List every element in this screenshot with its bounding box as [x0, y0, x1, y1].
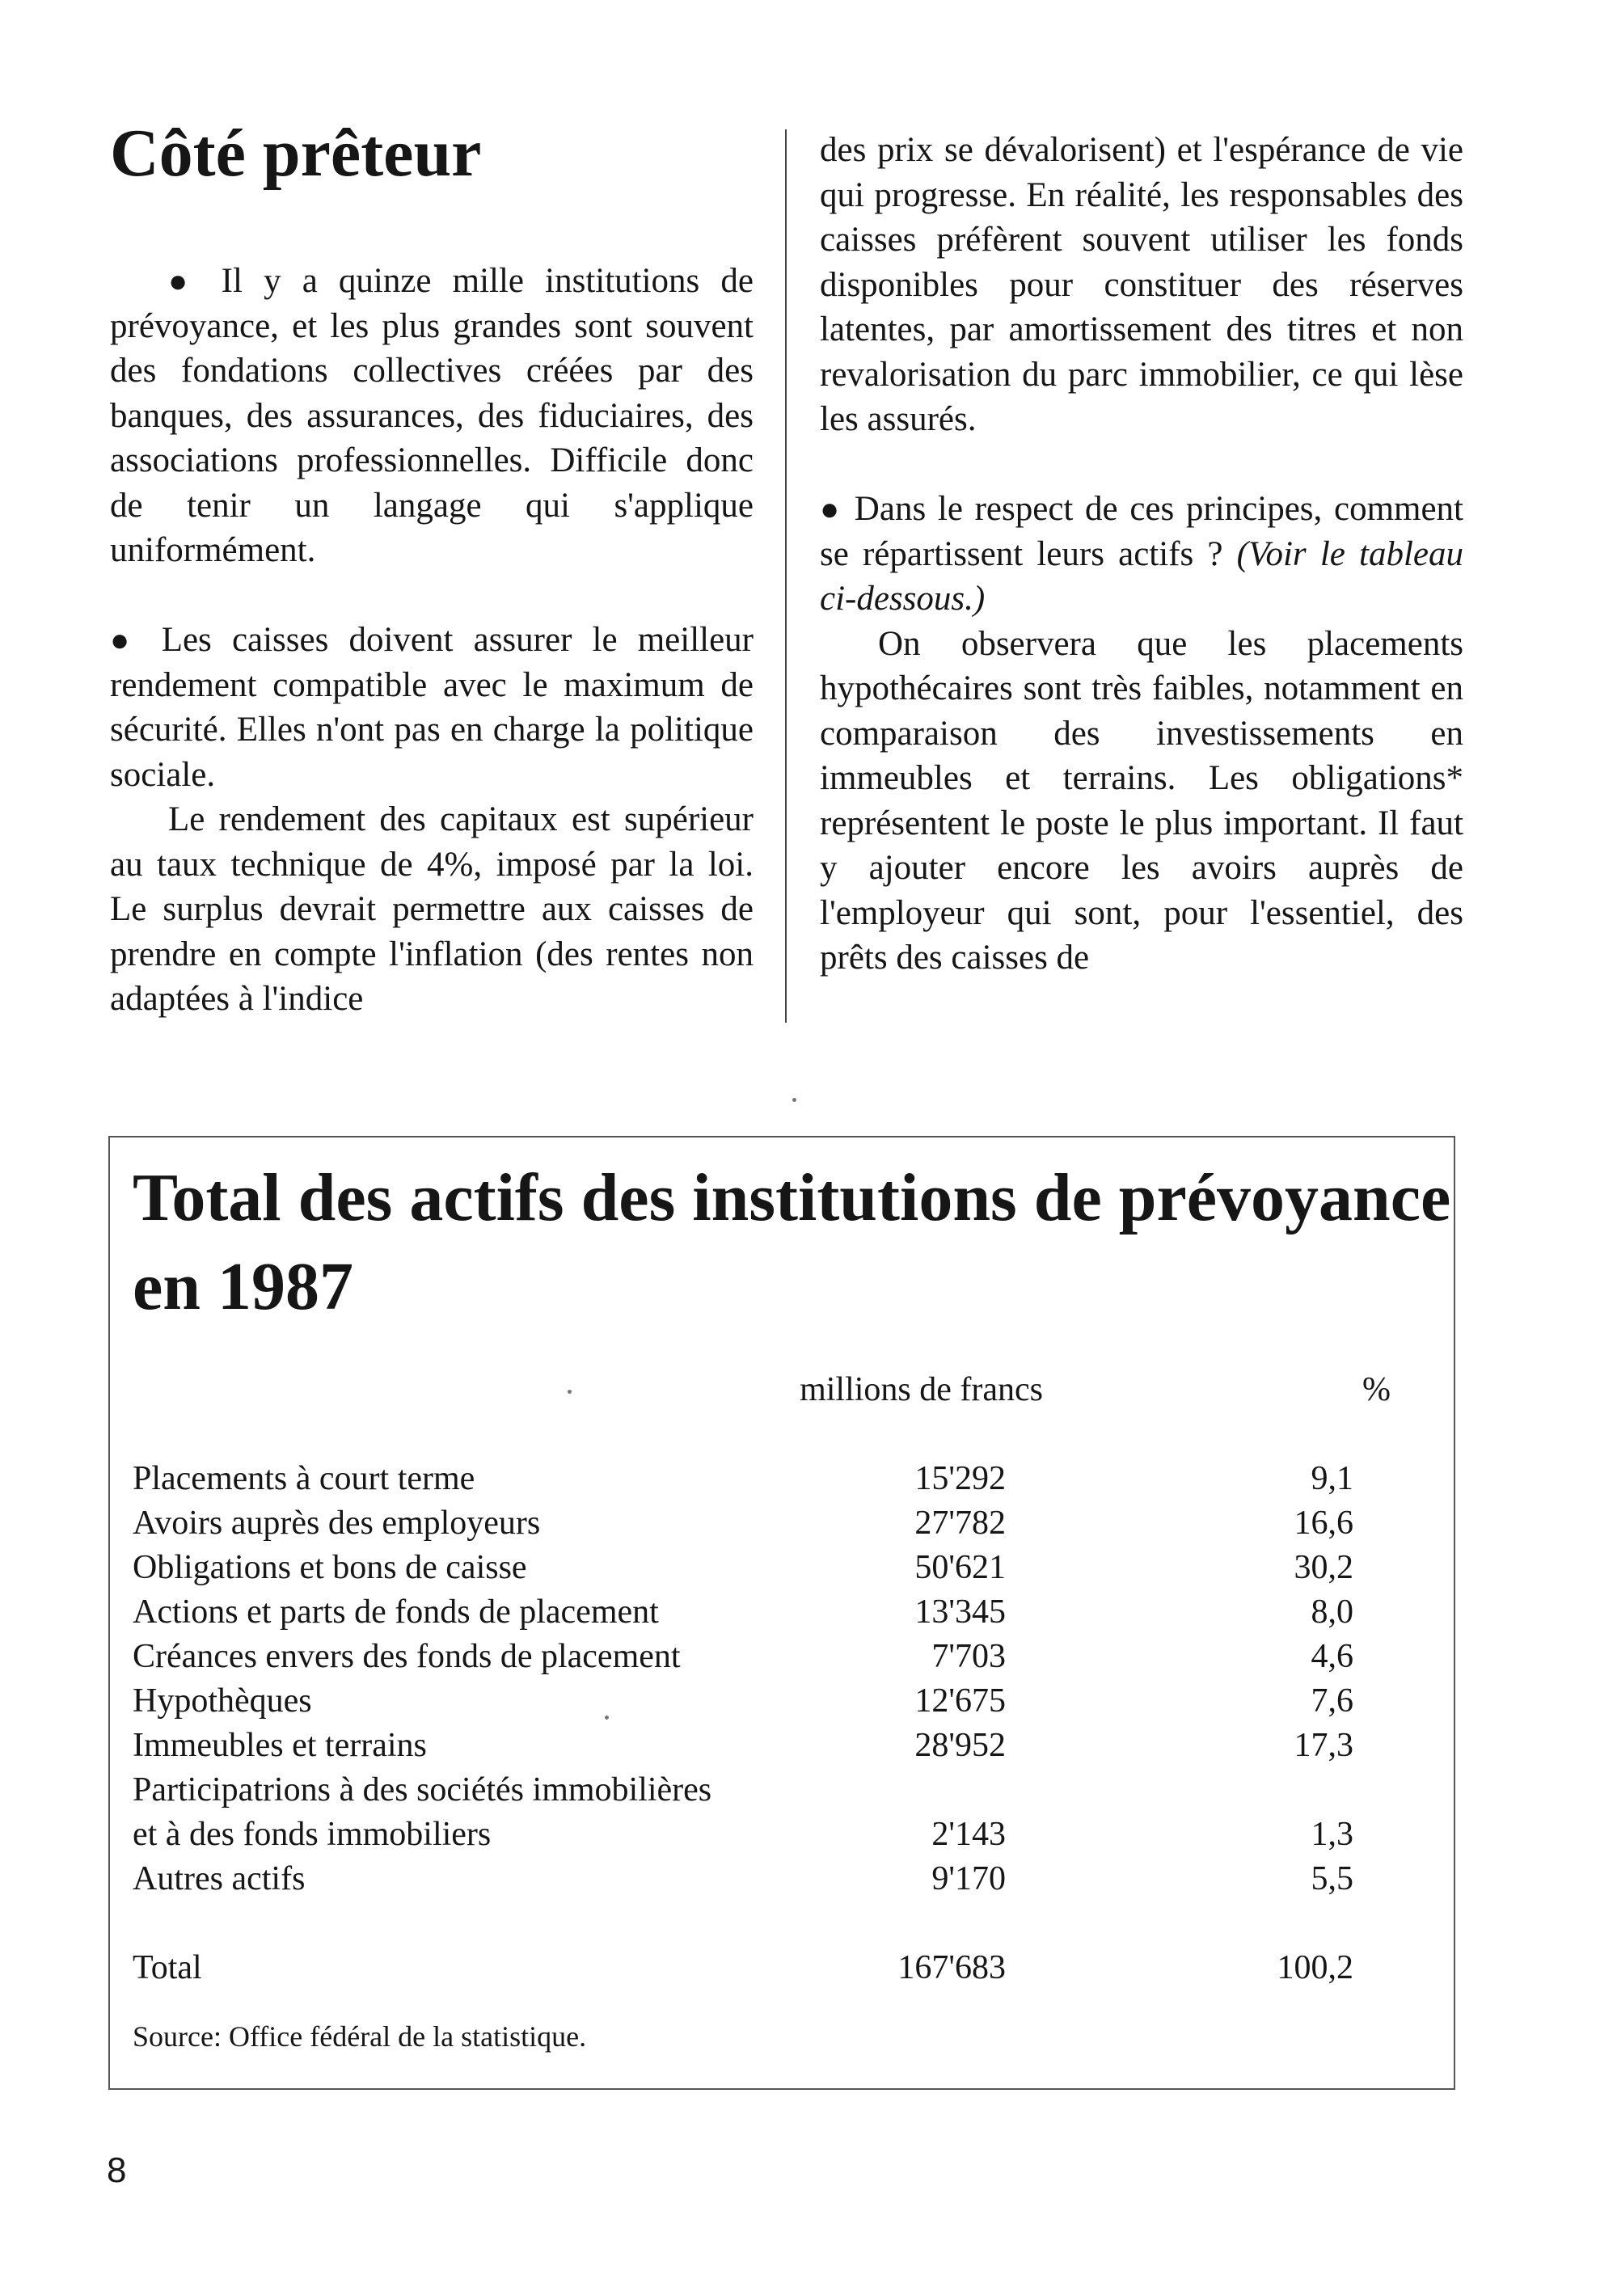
row-percent: 8,0 [1311, 1593, 1353, 1631]
total-label: Total [133, 1949, 202, 1986]
table-row [133, 1768, 1394, 1813]
paragraph-capitaux: Le rendement des capitaux est supérieur au taux technique de 4%, imposé par la loi. Le surplus devrait permettre aux caisses de prendre en compte l'inflation (des rentes non adaptées à l'indice [110, 800, 754, 1018]
row-amount: 12'675 [914, 1682, 1006, 1720]
row-label: Avoirs auprès des employeurs [133, 1505, 541, 1542]
row-label: Autres actifs [133, 1860, 306, 1897]
table-row [133, 1679, 1394, 1724]
row-amount: 2'143 [931, 1816, 1006, 1853]
table-reference: (Voir le tableau ci-dessous.) [820, 534, 1464, 618]
row-amount: 9'170 [931, 1860, 1006, 1897]
paragraph-text: Dans le respect de ces principes, comment se répartissent leurs actifs ? [820, 490, 1463, 573]
row-amount: 15'292 [914, 1460, 1006, 1497]
row-label: Participatrions à des sociétés immobilières [133, 1771, 712, 1809]
table-total-row [133, 1946, 1394, 1990]
table-row [133, 1501, 1394, 1546]
table-row [133, 1813, 1394, 1857]
table-title: Total des actifs des institutions de prévoyance en 1987 [133, 1160, 1451, 1324]
assets-table [108, 1136, 1455, 2090]
paragraph-institutions [110, 259, 754, 573]
speck-dot [792, 1098, 796, 1102]
right-column [820, 128, 1463, 981]
table-row [133, 1857, 1394, 1901]
paragraph-repartition [820, 487, 1463, 622]
paragraph-text: Les caisses doivent assurer le meilleur rendement compatible avec le maximum de sécurité. Elles n'ont pas en charge la politique sociale. [110, 621, 754, 794]
page-number: 8 [107, 2150, 127, 2190]
left-column [110, 259, 754, 1022]
table-row [133, 1724, 1394, 1768]
table-row [133, 1457, 1394, 1501]
row-amount: 7'703 [931, 1638, 1006, 1675]
row-amount: 50'621 [914, 1549, 1006, 1586]
paragraph-observation: On observera que les placements hypothécaires sont très faibles, notamment en comparaison des investissements en immeubles et terrains. Les obligations* représentent le poste le plus important. Il faut y ajouter encore les avoirs auprès de l'employeur qui sont, pour l'essentiel, des prêts des caisses de [820, 624, 1463, 977]
paragraph-text: Il y a quinze mille institutions de prévoyance, et les plus grandes sont souvent des fondations collectives créées par des banques, des assurances, des fiduciaires, des associations professionnelles. Difficile donc de tenir un langage qui s'applique uniformément. [110, 262, 754, 569]
table-row [133, 1546, 1394, 1590]
table-body [133, 1457, 1394, 1990]
row-amount: 13'345 [914, 1593, 1006, 1631]
total-percent: 100,2 [1277, 1949, 1353, 1986]
table-row [133, 1590, 1394, 1635]
total-amount: 167'683 [897, 1949, 1006, 1986]
row-label: Immeubles et terrains [133, 1727, 427, 1764]
row-percent: 30,2 [1294, 1549, 1353, 1586]
row-percent: 17,3 [1294, 1727, 1353, 1764]
paragraph-inflation: des prix se dévalorisent) et l'espérance de vie qui progresse. En réalité, les responsables des caisses préfèrent souvent utiliser les fonds disponibles pour constituer des réserves latentes, par amortissement des titres et non revalorisation du parc immobilier, ce qui lèse les assurés. [820, 131, 1463, 438]
column-header-percent: % [1362, 1371, 1391, 1408]
bullet-icon: ● [820, 491, 843, 527]
speck-dot [568, 1390, 572, 1394]
row-percent: 16,6 [1294, 1505, 1353, 1542]
row-label: Créances envers des fonds de placement [133, 1638, 681, 1675]
page-title: Côté prêteur [110, 116, 482, 191]
row-percent: 9,1 [1311, 1460, 1353, 1497]
row-label: Actions et parts de fonds de placement [133, 1593, 659, 1631]
table-source: Source: Office fédéral de la statistique. [133, 2020, 587, 2053]
speck-dot [605, 1716, 609, 1720]
row-label: Hypothèques [133, 1682, 312, 1720]
row-percent: 5,5 [1311, 1860, 1353, 1897]
row-label: Obligations et bons de caisse [133, 1549, 527, 1586]
row-amount: 28'952 [914, 1727, 1006, 1764]
bullet-icon: ● [110, 622, 141, 658]
row-label: Placements à court terme [133, 1460, 475, 1497]
row-percent: 4,6 [1311, 1638, 1353, 1675]
row-percent: 7,6 [1311, 1682, 1353, 1720]
table-row [133, 1635, 1394, 1679]
column-divider [785, 129, 787, 1023]
paragraph-rendement [110, 618, 754, 797]
row-label: et à des fonds immobiliers [133, 1816, 492, 1853]
row-percent: 1,3 [1311, 1816, 1353, 1853]
column-header-amount: millions de francs [800, 1371, 1043, 1408]
row-amount: 27'782 [914, 1505, 1006, 1542]
bullet-icon: ● [168, 263, 201, 299]
